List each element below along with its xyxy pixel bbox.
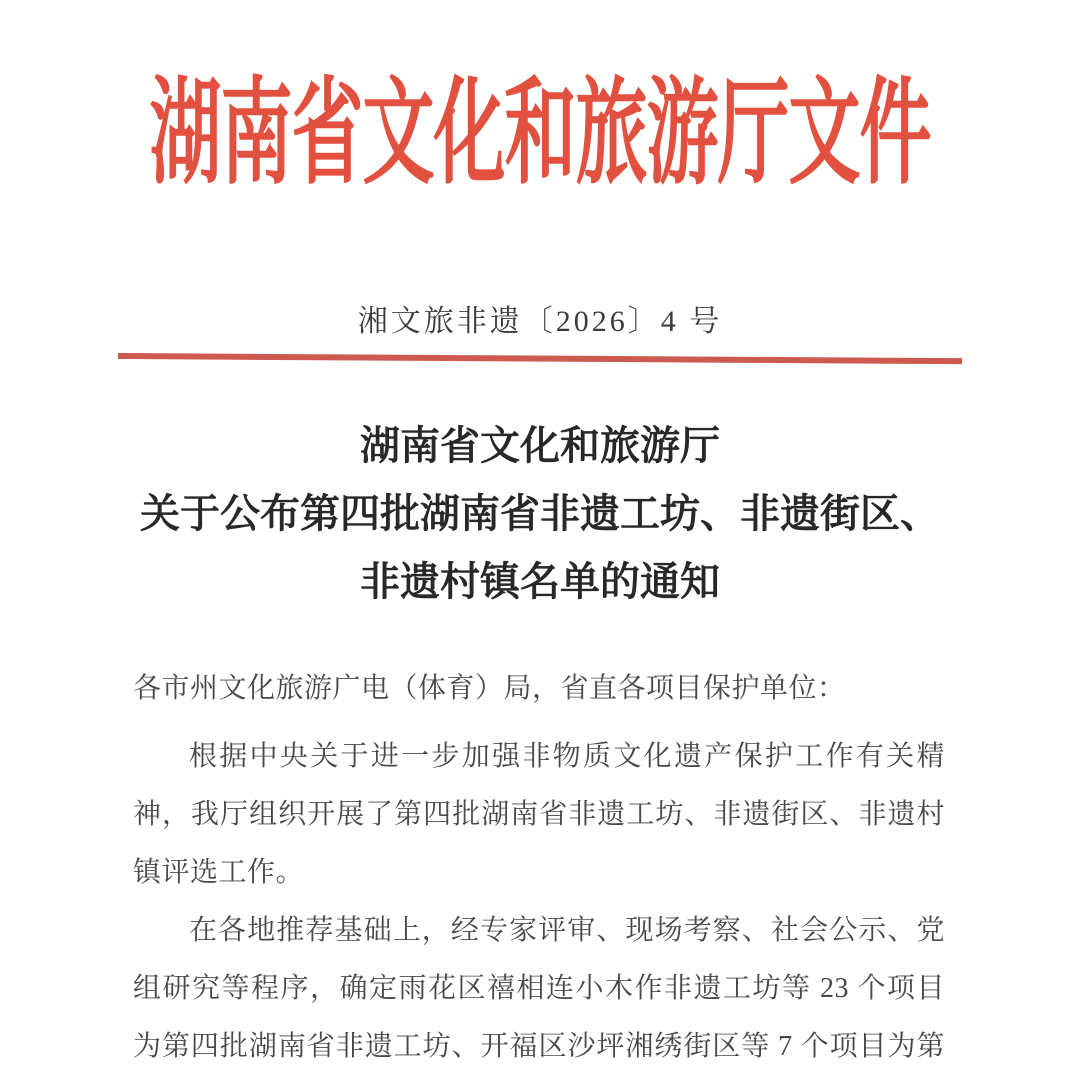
body-line: 在各地推荐基础上，经专家评审、现场考察、社会公示、党 bbox=[189, 915, 945, 946]
title-line-3: 非遗村镇名单的通知 bbox=[360, 559, 720, 604]
body-line: 各市州文化旅游广电（体育）局，省直各项目保护单位： bbox=[133, 673, 846, 704]
body-line: 组研究等程序，确定雨花区禧相连小木作非遗工坊等 23 个项目 bbox=[133, 973, 945, 1004]
body-line: 镇评选工作。 bbox=[133, 857, 305, 888]
body-line: 根据中央关于进一步加强非物质文化遗产保护工作有关精 bbox=[189, 741, 945, 772]
document-header: 湖南省文化和旅游厅文件 bbox=[149, 70, 931, 198]
document-title bbox=[0, 412, 1080, 616]
title-line-2: 关于公布第四批湖南省非遗工坊、非遗街区、 bbox=[140, 491, 940, 536]
body-line: 为第四批湖南省非遗工坊、开福区沙坪湘绣街区等 7 个项目为第 bbox=[133, 1031, 945, 1062]
document-number: 湘文旅非遗〔2026〕4 号 bbox=[357, 305, 723, 338]
title-line-1: 湖南省文化和旅游厅 bbox=[360, 423, 720, 468]
body-line: 神，我厅组织开展了第四批湖南省非遗工坊、非遗街区、非遗村 bbox=[133, 799, 945, 830]
red-divider-line bbox=[118, 353, 962, 364]
body-text bbox=[133, 660, 945, 1066]
